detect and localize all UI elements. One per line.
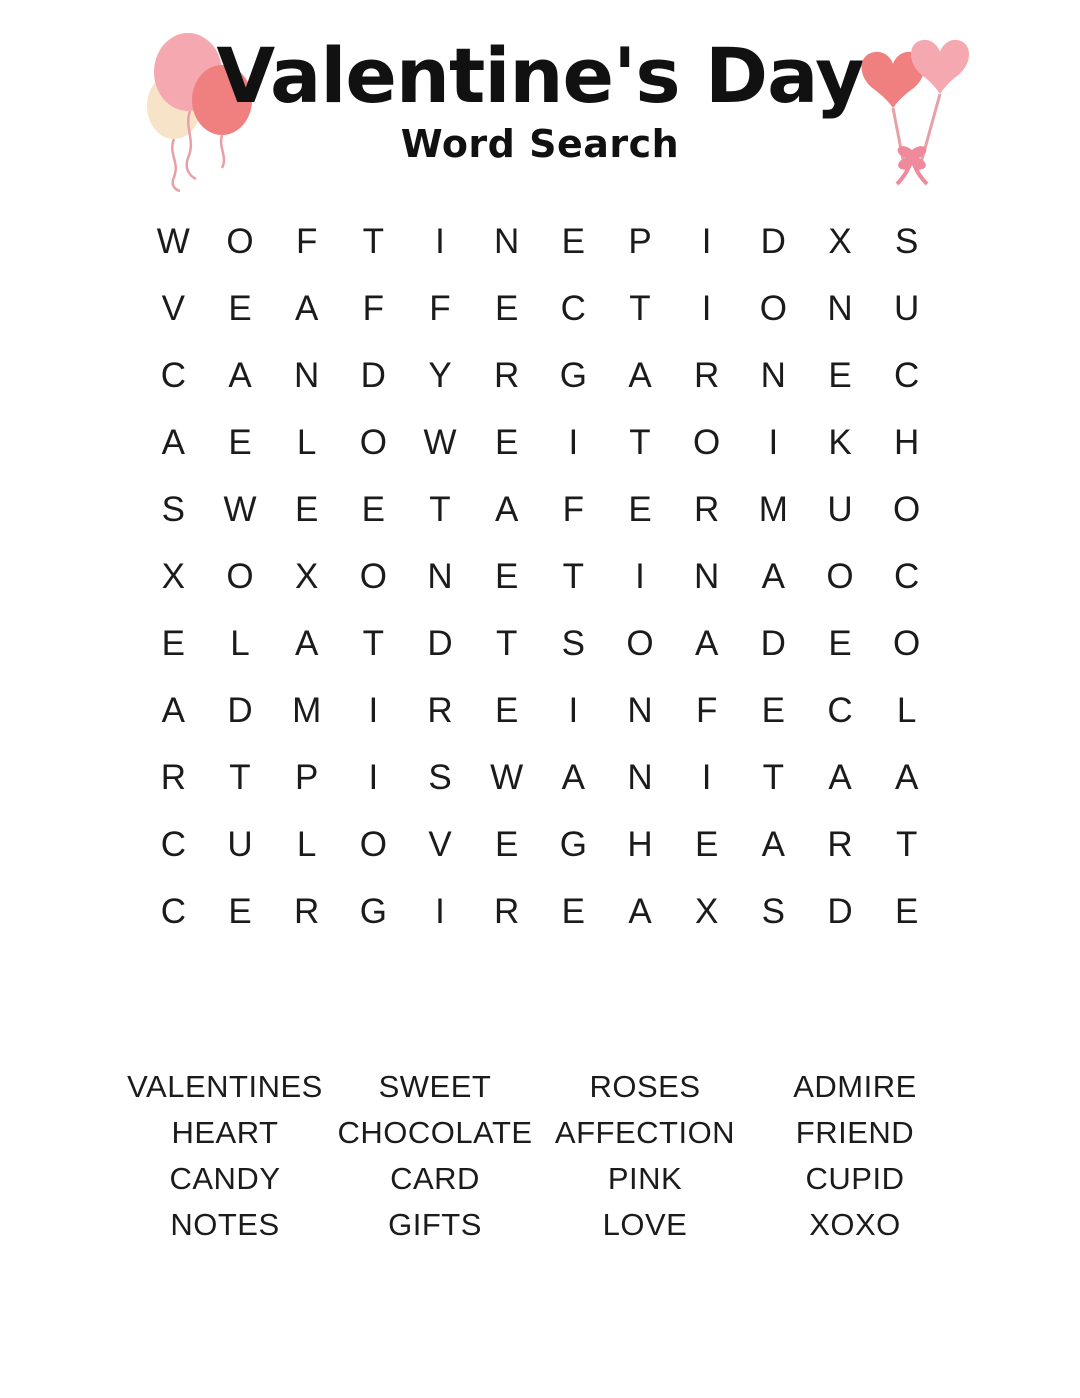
grid-cell[interactable]: A: [628, 356, 652, 395]
grid-cell[interactable]: R: [160, 758, 186, 797]
grid-cell[interactable]: F: [362, 289, 385, 328]
grid-cell[interactable]: A: [561, 758, 585, 797]
grid-cell[interactable]: M: [292, 691, 322, 730]
grid-cell[interactable]: A: [761, 557, 785, 596]
grid-cell[interactable]: P: [628, 222, 652, 261]
grid-cell[interactable]: T: [629, 423, 651, 462]
grid-cell[interactable]: E: [161, 624, 185, 663]
grid-cell[interactable]: I: [701, 758, 712, 797]
grid-cell[interactable]: A: [694, 624, 719, 663]
word-list-item[interactable]: VALENTINES: [127, 1069, 323, 1104]
word-list-item[interactable]: CANDY: [169, 1161, 281, 1196]
grid-cell[interactable]: N: [627, 758, 653, 797]
word-list-column: [750, 1064, 960, 1248]
page-subtitle: Word Search: [400, 122, 680, 166]
grid-cell[interactable]: A: [294, 289, 319, 328]
grid-cell[interactable]: Y: [428, 356, 452, 395]
grid-cell[interactable]: C: [560, 289, 586, 328]
grid-cell[interactable]: O: [626, 624, 654, 663]
grid-cell[interactable]: E: [228, 423, 252, 462]
grid-cell[interactable]: D: [827, 892, 853, 931]
word-list-item[interactable]: CUPID: [805, 1161, 905, 1196]
grid-cell[interactable]: F: [429, 289, 451, 328]
grid-cell[interactable]: R: [294, 892, 320, 931]
grid-cell[interactable]: X: [161, 557, 185, 596]
grid-cell[interactable]: E: [561, 892, 585, 931]
word-list-item[interactable]: PINK: [607, 1161, 683, 1196]
grid-cell[interactable]: N: [294, 356, 320, 395]
grid-cell[interactable]: D: [227, 691, 253, 730]
grid-cell[interactable]: D: [760, 624, 786, 663]
grid-cell[interactable]: S: [428, 758, 452, 797]
page-header: [0, 0, 1080, 215]
grid-cell[interactable]: S: [894, 222, 919, 261]
grid-cell[interactable]: T: [762, 758, 785, 797]
grid-cell[interactable]: T: [562, 557, 585, 596]
grid-cell[interactable]: O: [893, 624, 921, 663]
grid-cell[interactable]: X: [828, 222, 852, 261]
grid-cell[interactable]: W: [423, 423, 457, 462]
grid-cell[interactable]: R: [494, 892, 520, 931]
grid-cell[interactable]: S: [761, 892, 785, 931]
grid-cell[interactable]: E: [694, 825, 719, 864]
grid-cell[interactable]: S: [161, 490, 185, 529]
grid-cell[interactable]: A: [894, 758, 919, 797]
grid-cell[interactable]: E: [294, 490, 319, 529]
letter-grid: [140, 208, 940, 945]
grid-cell[interactable]: I: [368, 691, 379, 730]
grid-cell[interactable]: E: [561, 222, 585, 261]
grid-cell[interactable]: C: [894, 557, 920, 596]
word-list: [120, 1064, 960, 1248]
word-list-column: [330, 1064, 540, 1248]
grid-cell[interactable]: E: [828, 624, 852, 663]
grid-cell[interactable]: O: [826, 557, 854, 596]
grid-cell[interactable]: X: [294, 557, 319, 596]
grid-cell[interactable]: V: [161, 289, 185, 328]
grid-cell[interactable]: E: [361, 490, 385, 529]
grid-cell[interactable]: T: [429, 490, 451, 529]
grid-cell[interactable]: O: [693, 423, 721, 462]
grid-cell[interactable]: X: [694, 892, 719, 931]
word-list-item[interactable]: CHOCOLATE: [337, 1115, 533, 1150]
grid-cell[interactable]: U: [894, 289, 920, 328]
grid-cell[interactable]: I: [435, 892, 445, 931]
word-list-item[interactable]: GIFTS: [388, 1207, 482, 1242]
grid-cell[interactable]: T: [629, 289, 651, 328]
grid-cell[interactable]: A: [161, 423, 185, 462]
grid-cell[interactable]: I: [701, 289, 712, 328]
letter-grid-container: [140, 208, 940, 945]
grid-cell[interactable]: L: [296, 825, 317, 864]
grid-cell[interactable]: F: [562, 490, 585, 529]
grid-cell[interactable]: E: [828, 356, 852, 395]
grid-cell[interactable]: E: [761, 691, 785, 730]
word-list-column: [540, 1064, 750, 1248]
word-list-item[interactable]: CARD: [390, 1161, 480, 1196]
grid-cell[interactable]: F: [695, 691, 718, 730]
grid-cell[interactable]: N: [494, 222, 520, 261]
grid-cell[interactable]: R: [694, 490, 720, 529]
grid-cell[interactable]: G: [359, 892, 387, 931]
grid-cell[interactable]: O: [359, 825, 387, 864]
grid-cell[interactable]: I: [701, 222, 712, 261]
grid-cell[interactable]: E: [628, 490, 652, 529]
grid-cell[interactable]: R: [694, 356, 720, 395]
grid-cell[interactable]: W: [156, 222, 190, 261]
grid-cell[interactable]: N: [694, 557, 720, 596]
grid-cell[interactable]: E: [494, 691, 519, 730]
grid-cell[interactable]: F: [295, 222, 318, 261]
word-list-item[interactable]: XOXO: [809, 1207, 901, 1242]
grid-cell[interactable]: I: [568, 423, 579, 462]
grid-cell[interactable]: D: [427, 624, 453, 663]
grid-cell[interactable]: H: [894, 423, 920, 462]
grid-cell[interactable]: C: [894, 356, 920, 395]
grid-cell[interactable]: A: [761, 825, 785, 864]
word-list-item[interactable]: SWEET: [378, 1069, 492, 1104]
grid-cell[interactable]: O: [226, 557, 254, 596]
grid-cell[interactable]: L: [896, 691, 917, 730]
grid-cell[interactable]: A: [828, 758, 852, 797]
grid-cell[interactable]: K: [828, 423, 852, 462]
grid-cell[interactable]: E: [494, 557, 519, 596]
grid-cell[interactable]: E: [494, 825, 519, 864]
grid-cell[interactable]: E: [894, 892, 919, 931]
grid-cell[interactable]: C: [160, 892, 186, 931]
grid-cell[interactable]: I: [368, 758, 379, 797]
grid-cell[interactable]: T: [362, 624, 385, 663]
word-list-item[interactable]: LOVE: [602, 1207, 688, 1242]
grid-cell[interactable]: W: [490, 758, 524, 797]
word-list-item[interactable]: NOTES: [170, 1207, 280, 1242]
grid-cell[interactable]: S: [561, 624, 585, 663]
word-list-item[interactable]: HEART: [171, 1115, 279, 1150]
grid-cell[interactable]: V: [428, 825, 452, 864]
grid-cell[interactable]: C: [827, 691, 853, 730]
word-list-item[interactable]: ROSES: [589, 1069, 701, 1104]
grid-cell[interactable]: O: [359, 423, 387, 462]
grid-cell[interactable]: L: [230, 624, 250, 663]
grid-cell[interactable]: N: [827, 289, 853, 328]
grid-cell[interactable]: O: [893, 490, 921, 529]
word-list-item[interactable]: FRIEND: [795, 1115, 915, 1150]
grid-cell[interactable]: T: [229, 758, 251, 797]
grid-cell[interactable]: N: [760, 356, 786, 395]
grid-cell[interactable]: T: [895, 825, 918, 864]
grid-cell[interactable]: I: [768, 423, 779, 462]
heart-balloons-icon: [845, 30, 975, 195]
grid-cell[interactable]: R: [427, 691, 453, 730]
grid-cell[interactable]: E: [494, 423, 519, 462]
grid-cell[interactable]: W: [223, 490, 257, 529]
grid-cell[interactable]: H: [627, 825, 653, 864]
grid-cell[interactable]: P: [294, 758, 319, 797]
grid-cell[interactable]: L: [296, 423, 317, 462]
grid-cell[interactable]: N: [427, 557, 453, 596]
grid-cell[interactable]: A: [161, 691, 185, 730]
grid-cell[interactable]: T: [362, 222, 385, 261]
grid-cell[interactable]: C: [160, 825, 186, 864]
grid-cell[interactable]: C: [160, 356, 186, 395]
grid-cell[interactable]: O: [759, 289, 787, 328]
grid-cell[interactable]: R: [827, 825, 853, 864]
word-list-item[interactable]: ADMIRE: [793, 1069, 917, 1104]
grid-cell[interactable]: E: [228, 289, 252, 328]
grid-cell[interactable]: T: [495, 624, 518, 663]
grid-cell[interactable]: U: [827, 490, 853, 529]
grid-cell[interactable]: N: [627, 691, 653, 730]
grid-cell[interactable]: G: [559, 356, 587, 395]
grid-cell[interactable]: A: [628, 892, 652, 931]
page-title: Valentine's Day: [216, 31, 864, 120]
grid-cell[interactable]: R: [494, 356, 520, 395]
word-list-column: [120, 1064, 330, 1248]
grid-cell[interactable]: A: [494, 490, 519, 529]
grid-cell[interactable]: E: [228, 892, 252, 931]
grid-cell[interactable]: M: [758, 490, 788, 529]
grid-cell[interactable]: A: [294, 624, 319, 663]
grid-cell[interactable]: D: [760, 222, 786, 261]
grid-cell[interactable]: G: [559, 825, 587, 864]
grid-cell[interactable]: A: [228, 356, 252, 395]
grid-cell[interactable]: E: [494, 289, 519, 328]
grid-cell[interactable]: I: [635, 557, 645, 596]
grid-cell[interactable]: U: [227, 825, 253, 864]
word-list-item[interactable]: AFFECTION: [554, 1115, 736, 1150]
grid-cell[interactable]: O: [359, 557, 387, 596]
grid-cell[interactable]: D: [360, 356, 386, 395]
grid-cell[interactable]: I: [435, 222, 445, 261]
grid-cell[interactable]: I: [568, 691, 579, 730]
grid-cell[interactable]: O: [226, 222, 254, 261]
